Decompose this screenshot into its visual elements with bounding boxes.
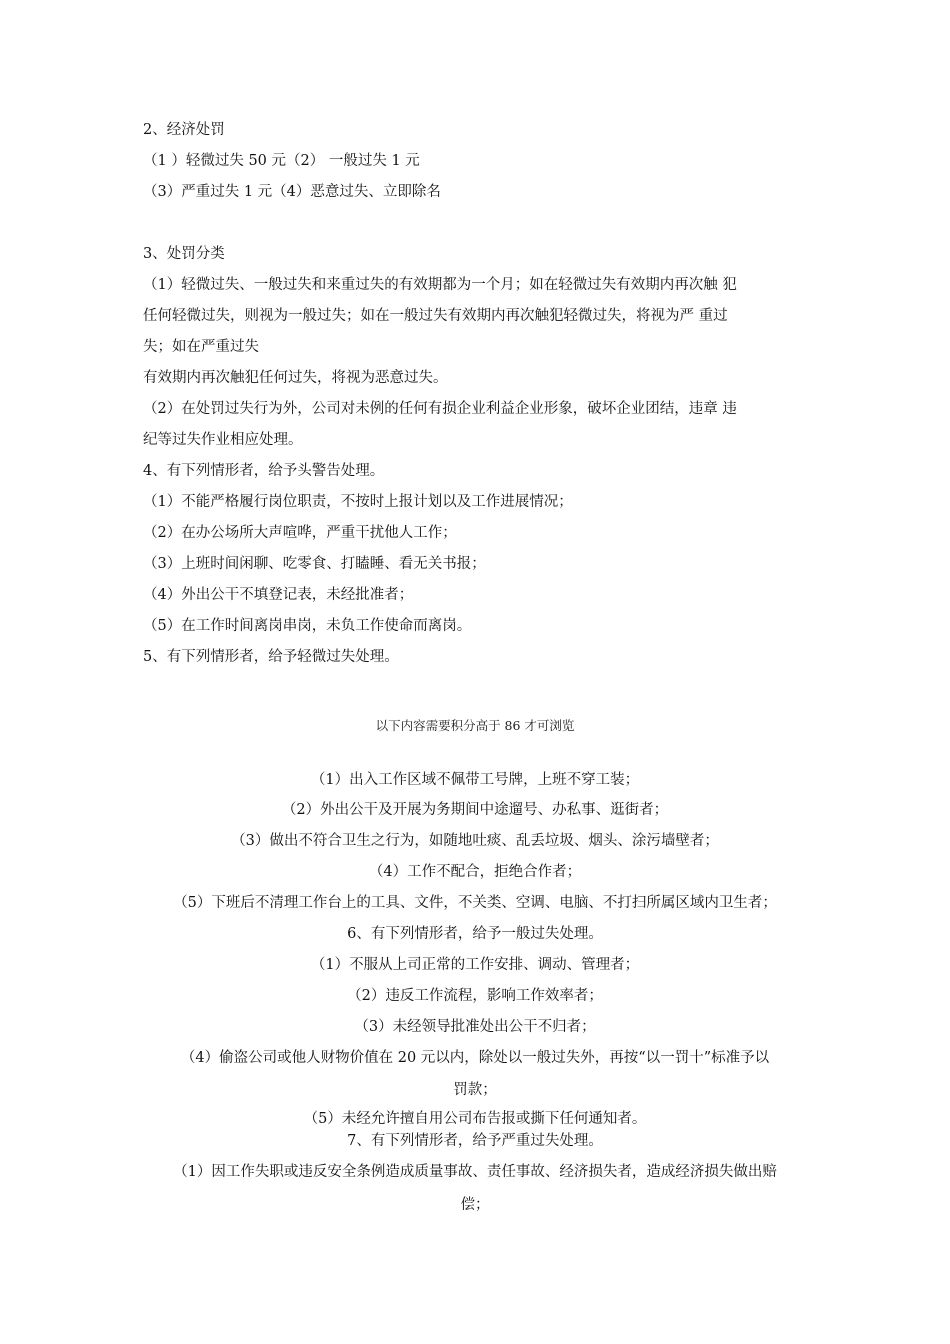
section-5-heading: 5、有下列情形者，给予轻微过失处理。 — [143, 649, 399, 665]
centered-line: （2）外出公干及开展为务期间中途遛号、办私事、逛街者； — [281, 802, 669, 818]
section-2-line-2: （3）严重过失 1 元（4）恶意过失、立即除名 — [143, 184, 441, 200]
section-2-heading: 2、经济处罚 — [143, 122, 225, 138]
section-4-item-3: （3）上班时间闲聊、吃零食、打瞌睡、看无关书报； — [143, 556, 486, 572]
centered-line: （4）偷盗公司或他人财物价值在 20 元以内，除处以一般过失外，再按“以一罚十”标准予以 — [180, 1050, 770, 1066]
centered-line: （1）不服从上司正常的工作安排、调动、管理者； — [310, 957, 640, 973]
section-2-line-1: （1 ）轻微过失 50 元（2） 一般过失 1 元 — [143, 153, 420, 169]
section-3-line-4: 有效期内再次触犯任何过失，将视为恶意过失。 — [143, 370, 448, 386]
centered-line: （3）未经领导批准处出公干不归者； — [354, 1019, 596, 1035]
section-3-line-2: 任何轻微过失，则视为一般过失；如在一般过失有效期内再次触犯轻微过失，将视为严 重过 — [143, 308, 728, 324]
section-3-line-1: （1）轻微过失、一般过失和来重过失的有效期都为一个月；如在轻微过失有效期内再次触 犯 — [143, 277, 737, 293]
centered-line: 偿； — [460, 1197, 490, 1213]
section-6-heading: 6、有下列情形者，给予一般过失处理。 — [347, 926, 603, 942]
section-3-line-3: 失；如在严重过失 — [143, 339, 259, 355]
centered-line: （5）未经允许擅自用公司布告报或撕下任何通知者。 — [303, 1111, 647, 1127]
section-3-line-5: （2）在处罚过失行为外，公司对未例的任何有损企业利益企业形象，破坏企业团结，违章 违 — [143, 401, 737, 417]
section-4-item-4: （4）外出公干不填登记表，未经批准者； — [143, 587, 414, 603]
section-4-item-5: （5）在工作时间离岗串岗，未负工作使命而离岗。 — [143, 618, 472, 634]
centered-line: （3）做出不符合卫生之行为，如随地吐痰、乱丢垃圾、烟头、涂污墙壁者； — [231, 833, 719, 849]
section-4-item-1: （1）不能严格履行岗位职责，不按时上报计划以及工作进展情况； — [143, 494, 573, 510]
centered-line: （5）下班后不清理工作台上的工具、文件，不关类、空调、电脑、不打扫所属区域内卫生者； — [173, 895, 777, 911]
section-7-heading: 7、有下列情形者，给予严重过失处理。 — [347, 1133, 603, 1149]
centered-line: 罚款； — [453, 1082, 497, 1098]
centered-line: （1）出入工作区域不佩带工号牌，上班不穿工装； — [310, 772, 640, 788]
centered-line: （1）因工作失职或违反安全条例造成质量事故、责任事故、经济损失者，造成经济损失做出赔 — [173, 1164, 777, 1180]
locked-content-notice: 以下内容需要积分高于 86 才可浏览 — [375, 718, 575, 733]
centered-line: （4）工作不配合，拒绝合作者； — [368, 864, 582, 880]
section-3-heading: 3、处罚分类 — [143, 246, 225, 262]
centered-line: （2）违反工作流程，影响工作效率者； — [347, 988, 603, 1004]
section-4-item-2: （2）在办公场所大声喧哗，严重干扰他人工作； — [143, 525, 457, 541]
section-3-line-6: 纪等过失作业相应处理。 — [143, 432, 303, 448]
section-4-heading: 4、有下列情形者，给予头警告处理。 — [143, 463, 385, 479]
